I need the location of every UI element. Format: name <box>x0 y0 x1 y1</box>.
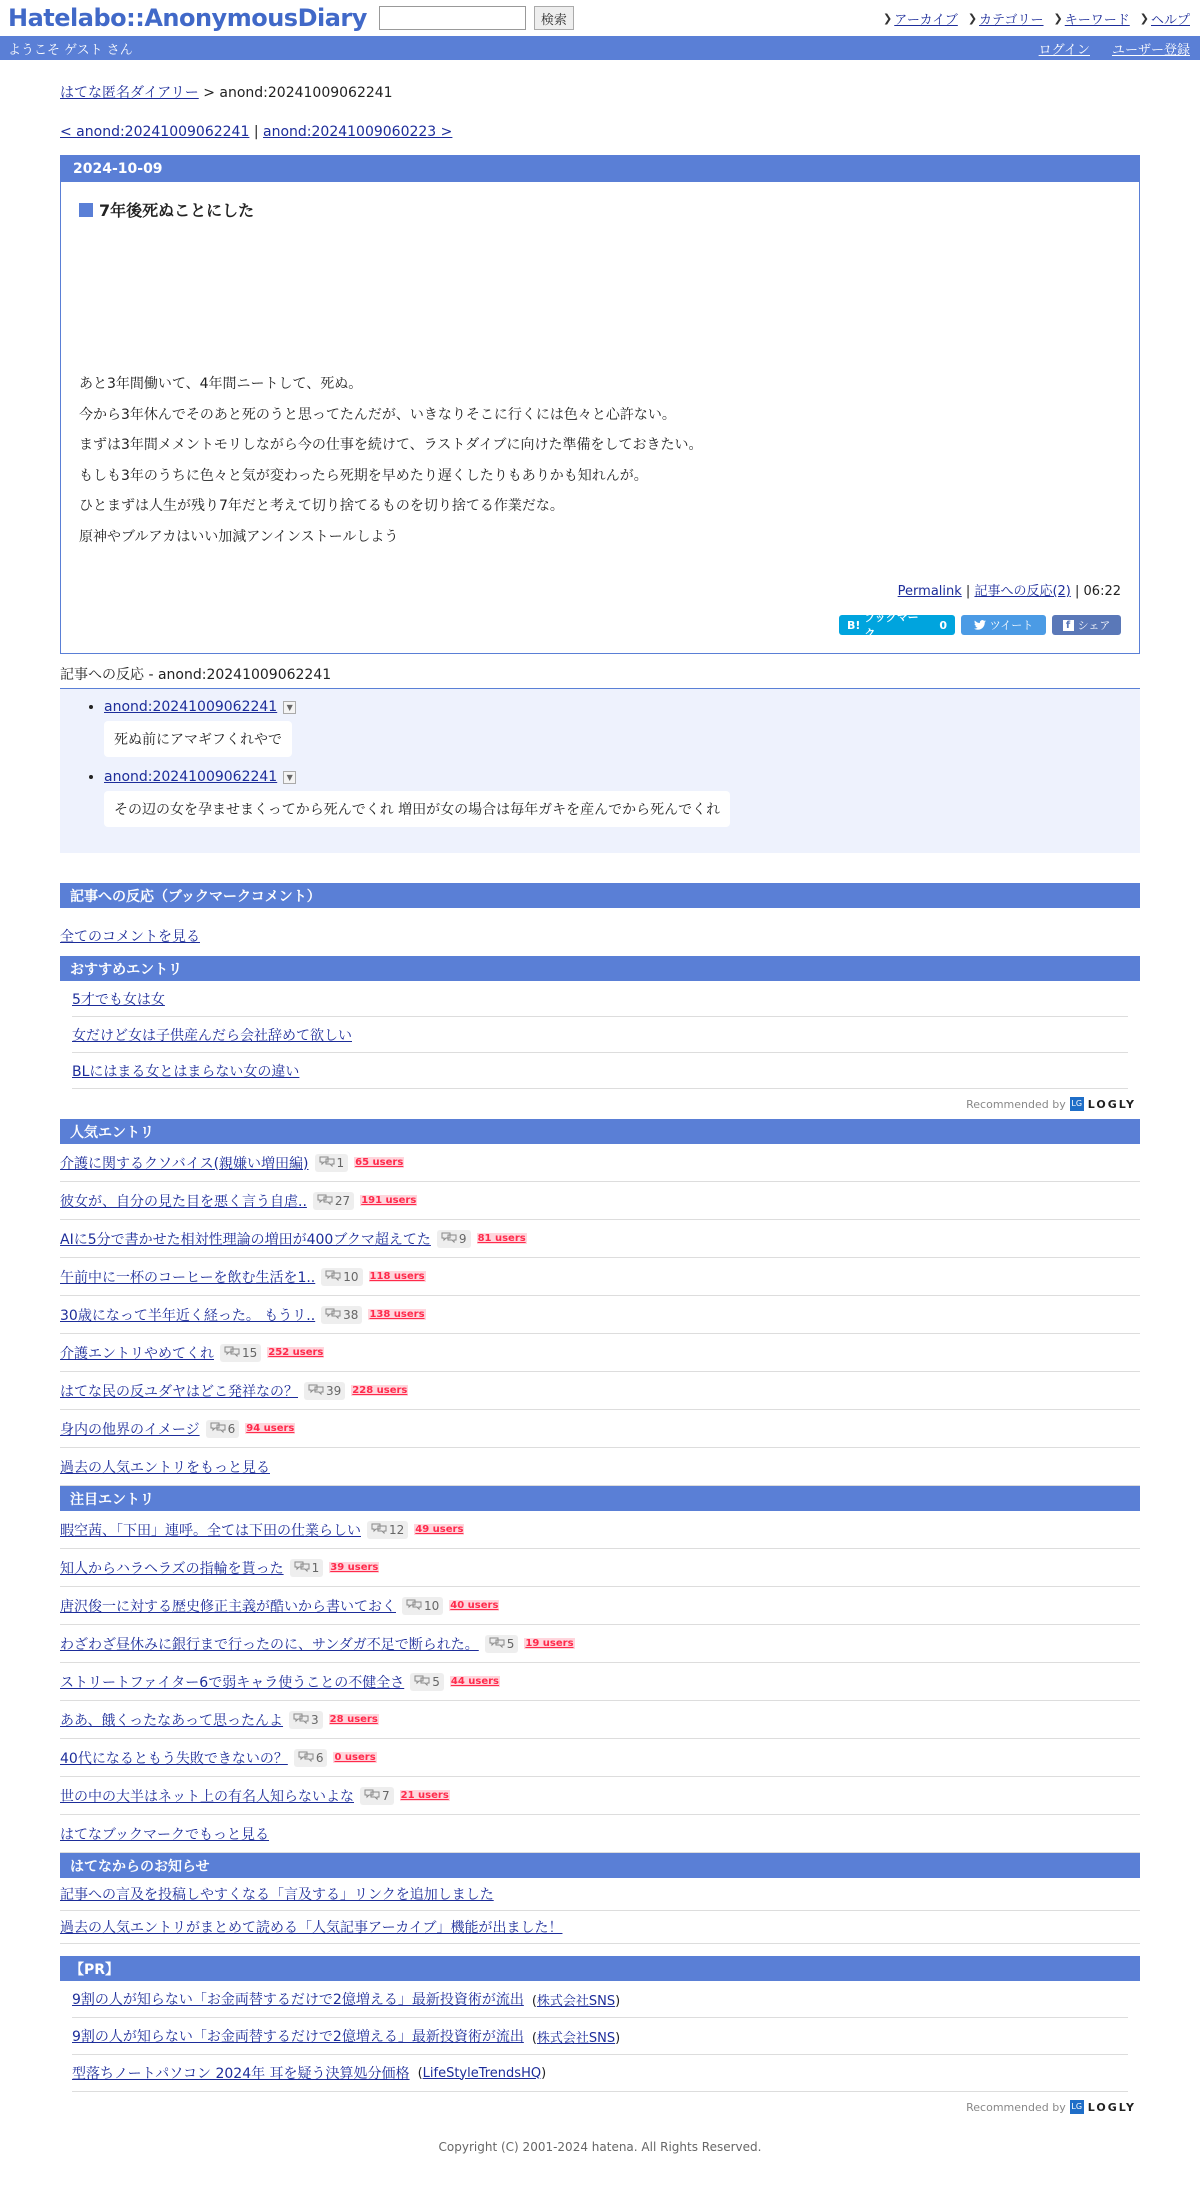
notice-link[interactable]: 記事への言及を投稿しやすくなる「言及する」リンクを追加しました <box>60 1887 494 1903</box>
comment-count[interactable] <box>437 1230 471 1248</box>
prev-next-separator: | <box>249 124 264 140</box>
list-item <box>60 1739 1140 1777</box>
main-content <box>60 82 1140 2154</box>
comment-count-value: 9 <box>458 1231 467 1246</box>
users-badge[interactable]: 65 users <box>355 1157 404 1168</box>
list-item <box>60 1511 1140 1549</box>
more-link[interactable]: 過去の人気エントリをもっと見る <box>60 1459 270 1476</box>
comment-count-value: 6 <box>227 1421 236 1436</box>
list-item <box>60 1334 1140 1372</box>
breadcrumb <box>60 82 1140 102</box>
top-bar <box>0 0 1200 36</box>
recommended-credit: Recommended by LG LOGLY <box>966 1097 1136 1111</box>
entry-link[interactable]: 介護エントリやめてくれ <box>60 1345 214 1362</box>
reaction-text: 死ぬ前にアマギフくれやで <box>104 721 292 757</box>
top-nav <box>883 9 1190 28</box>
comment-count-value: 7 <box>382 1788 390 1803</box>
logly-icon: LG <box>1070 2100 1084 2114</box>
tweet-button[interactable]: ツイート <box>961 615 1046 635</box>
pr-credit: Recommended by LG LOGLY <box>966 2100 1136 2114</box>
entry-link[interactable]: 知人からハラヘラズの指輪を貰った <box>60 1560 284 1577</box>
chevron-right-icon: ❯ <box>1053 12 1063 25</box>
comment-count[interactable] <box>315 1154 349 1172</box>
logly-logo[interactable]: LOGLY <box>1087 2100 1136 2114</box>
bookmark-count: 0 <box>939 618 947 632</box>
comment-count-value: 1 <box>336 1155 345 1170</box>
comment-count-value: 5 <box>432 1674 440 1689</box>
users-badge[interactable]: 40 users <box>450 1600 499 1611</box>
list-item: 型落ちノートパソコン 2024年 耳を疑う決算処分価格 (LifeStyleTrendsHQ) <box>72 2055 1128 2092</box>
login-link[interactable]: ログイン <box>1038 42 1090 58</box>
users-badge[interactable]: 118 users <box>369 1271 425 1282</box>
comment-count-value: 10 <box>343 1269 359 1284</box>
comment-count[interactable] <box>304 1382 345 1400</box>
list-item <box>60 1144 1140 1182</box>
list-item <box>60 1911 1140 1944</box>
users-badge[interactable]: 28 users <box>329 1714 378 1725</box>
reactions-link[interactable]: 記事への反応(2) <box>974 584 1071 599</box>
users-badge[interactable]: 138 users <box>369 1309 425 1320</box>
popular-list <box>60 1144 1140 1486</box>
comment-count[interactable] <box>321 1268 362 1286</box>
permalink[interactable]: Permalink <box>897 584 962 599</box>
list-item <box>60 1182 1140 1220</box>
reaction-link[interactable]: • anond:20241009062241 <box>104 699 278 715</box>
recommended-link[interactable]: 5才でも女は女 <box>72 991 165 1008</box>
users-badge[interactable]: 21 users <box>400 1790 449 1801</box>
comment-count[interactable] <box>290 1559 324 1577</box>
entry-link[interactable]: わざわざ昼休みに銀行まで行ったのに、サンダガ不足で断られた。 <box>60 1636 479 1653</box>
next-entry-link[interactable]: anond:20241009060223 > <box>263 124 453 140</box>
comment-bubble-icon <box>325 1308 341 1322</box>
entry-link[interactable]: 30歳になって半年近く経った。 もうリ.. <box>60 1307 316 1324</box>
list-item: 9割の人が知らない「お金両替するだけで2億増える」最新投資術が流出 (株式会社SNS) <box>72 2018 1128 2055</box>
comment-bubble-icon <box>371 1523 387 1537</box>
facebook-share-button[interactable]: f シェア <box>1052 615 1121 635</box>
comment-count-value: 12 <box>389 1522 405 1537</box>
comment-count[interactable] <box>321 1306 362 1324</box>
users-badge[interactable]: 94 users <box>246 1423 295 1434</box>
users-badge[interactable]: 0 users <box>334 1752 376 1763</box>
comment-bubble-icon <box>298 1751 314 1765</box>
comment-bubble-icon <box>317 1194 333 1208</box>
list-item <box>60 1777 1140 1815</box>
pr-link[interactable]: 9割の人が知らない「お金両替するだけで2億増える」最新投資術が流出 <box>72 1992 524 2008</box>
comment-bubble-icon <box>414 1675 430 1689</box>
entry-link[interactable]: AIに5分で書かせた相対性理論の増田が400ブクマ超えてた <box>60 1231 431 1248</box>
comment-bubble-icon <box>325 1270 341 1284</box>
entry-text <box>79 369 1121 552</box>
comment-count-value: 10 <box>424 1598 440 1613</box>
reactions-list <box>60 689 1140 853</box>
comment-count-value: 38 <box>343 1307 359 1322</box>
comment-bubble-icon <box>210 1422 226 1436</box>
entry-paragraph: ひとまずは人生が残り7年だと考えて切り捨てるものを切り捨てる作業だな。 <box>79 498 564 514</box>
breadcrumb-separator: > <box>198 85 220 101</box>
hatena-b-icon: B! <box>847 618 861 632</box>
list-item <box>72 1017 1128 1053</box>
comment-count[interactable] <box>360 1787 394 1805</box>
nav-help[interactable]: ❯ ヘルプ <box>1139 12 1190 28</box>
copyright: Copyright (C) 2001-2024 hatena. All Rights Reserved. <box>438 2140 762 2154</box>
pr-sponsor[interactable]: 株式会社SNS <box>536 2030 616 2046</box>
entry-paragraph: 原神やブルアカはいい加減アンインストールしよう <box>79 528 399 545</box>
users-badge[interactable]: 228 users <box>352 1385 408 1396</box>
breadcrumb-home[interactable]: はてな匿名ダイアリー <box>60 85 199 101</box>
facebook-icon: f <box>1063 620 1074 631</box>
comment-bubble-icon <box>308 1384 324 1398</box>
comment-count[interactable] <box>402 1597 443 1615</box>
entry-paragraph: まずは3年間メメントモリしながら今の仕事を続けて、ラストダイブに向けた準備をしておきたい。 <box>79 437 703 453</box>
entry-paragraph: あと3年間働いて、4年間ニートして、死ぬ。 <box>79 376 363 392</box>
search-input[interactable] <box>379 6 526 30</box>
comment-bubble-icon <box>294 1561 310 1575</box>
bookmark-comments-header: 記事への反応（ブックマークコメント） <box>60 883 1140 908</box>
pr-header: 【PR】 <box>60 1956 1140 1981</box>
list-item <box>60 1815 1140 1853</box>
reaction-text: その辺の女を孕ませまくってから死んでくれ 増田が女の場合は毎年ガキを産んでから死んでくれ <box>104 791 730 827</box>
entry-title <box>79 198 1121 221</box>
users-badge[interactable]: 81 users <box>477 1233 526 1244</box>
entry-footer: Permalink | 記事への反応(2) | 06:22 <box>897 584 1121 599</box>
comment-count[interactable] <box>485 1635 519 1653</box>
chevron-down-icon[interactable]: ▼ <box>283 701 296 714</box>
comment-count[interactable] <box>206 1420 240 1438</box>
comment-count-value: 39 <box>326 1383 342 1398</box>
list-item <box>60 1625 1140 1663</box>
comment-bubble-icon <box>406 1599 422 1613</box>
diary-entry <box>60 155 1140 654</box>
users-badge[interactable]: 191 users <box>361 1195 417 1206</box>
list-item <box>72 1053 1128 1089</box>
list-item <box>60 1372 1140 1410</box>
comment-count[interactable] <box>289 1711 323 1729</box>
pr-sponsor[interactable]: 株式会社SNS <box>536 1993 616 2009</box>
list-item <box>60 1220 1140 1258</box>
list-item <box>60 1448 1140 1486</box>
comment-count-value: 15 <box>242 1345 258 1360</box>
comment-count[interactable] <box>313 1192 354 1210</box>
notice-link[interactable]: 過去の人気エントリがまとめて読める「人気記事アーカイブ」機能が出ました！ <box>60 1920 563 1936</box>
comment-count-value: 27 <box>334 1193 351 1208</box>
register-link[interactable]: ユーザー登録 <box>1111 42 1190 58</box>
hatena-bookmark-button[interactable]: B! ブックマーク 0 <box>839 615 955 635</box>
share-buttons <box>79 611 1121 640</box>
recommended-link[interactable]: BLにはまる女とはまらない女の違い <box>72 1063 300 1080</box>
pr-sponsor[interactable]: LifeStyleTrendsHQ <box>422 2065 542 2081</box>
comment-count-value: 6 <box>315 1750 324 1765</box>
users-badge[interactable]: 39 users <box>330 1562 379 1573</box>
nav-keyword[interactable]: ❯ キーワード <box>1053 12 1130 28</box>
logly-logo[interactable]: LOGLY <box>1087 1097 1136 1111</box>
comment-bubble-icon <box>293 1713 309 1727</box>
prev-entry-link[interactable]: < anond:20241009062241 <box>60 124 250 140</box>
prev-next-nav <box>60 124 1140 140</box>
entry-link[interactable]: 唐沢俊一に対する歴史修正主義が酷いから書いておく <box>60 1598 396 1615</box>
list-item <box>60 1296 1140 1334</box>
list-item <box>60 1701 1140 1739</box>
entry-link[interactable]: 40代になるともう失敗できないの？ <box>60 1750 288 1767</box>
reaction-item <box>104 699 1140 757</box>
list-item: 9割の人が知らない「お金両替するだけで2億増える」最新投資術が流出 (株式会社SNS) <box>72 1981 1128 2018</box>
logly-icon: LG <box>1070 1097 1084 1111</box>
all-comments-link[interactable]: 全てのコメントを見る <box>60 929 200 945</box>
more-link[interactable]: はてなブックマークでもっと見る <box>60 1826 270 1843</box>
entry-paragraph: 今から3年休んでそのあと死のうと思ってたんだが、いきなりそこに行くには色々と心許ない。 <box>79 406 676 423</box>
welcome-text: ようこそ ゲスト さん <box>8 42 133 58</box>
breadcrumb-current: anond:20241009062241 <box>219 85 393 101</box>
chevron-down-icon[interactable]: ▼ <box>283 771 296 784</box>
entry-link[interactable]: ストリートファイター6で弱キャラ使うことの不健全さ <box>60 1674 405 1691</box>
entry-link[interactable]: 介護に関するクソバイス(親嫌い増田編) <box>60 1155 309 1172</box>
pr-link[interactable]: 9割の人が知らない「お金両替するだけで2億増える」最新投資術が流出 <box>72 2029 524 2045</box>
comment-bubble-icon <box>489 1637 505 1651</box>
reaction-item <box>104 769 1140 827</box>
list-item <box>60 1587 1140 1625</box>
entry-link[interactable]: 午前中に一杯のコーヒーを飲む生活を1.. <box>60 1269 316 1286</box>
entry-link[interactable]: 彼女が、自分の見た目を悪く言う自虐.. <box>60 1193 307 1210</box>
comment-bubble-icon <box>319 1156 335 1170</box>
entry-link[interactable]: ああ、餓くったなあって思ったんよ <box>60 1712 284 1729</box>
search-button[interactable]: 検索 <box>534 6 574 30</box>
notices-header: はてなからのお知らせ <box>60 1853 1140 1878</box>
comment-count[interactable] <box>410 1673 444 1691</box>
entry-date: 2024-10-09 <box>61 156 1139 182</box>
twitter-bird-icon <box>974 620 986 630</box>
attention-header: 注目エントリ <box>60 1486 1140 1511</box>
recommended-header: おすすめエントリ <box>60 956 1140 981</box>
users-badge[interactable]: 44 users <box>450 1676 499 1687</box>
reactions-title: 記事への反応 - anond:20241009062241 <box>60 664 1140 689</box>
entry-time: 06:22 <box>1083 584 1121 599</box>
square-icon <box>79 203 93 217</box>
comment-count[interactable] <box>294 1749 328 1767</box>
pr-link[interactable]: 型落ちノートパソコン 2024年 耳を疑う決算処分価格 <box>72 2066 410 2082</box>
comment-count-value: 5 <box>506 1636 515 1651</box>
users-badge[interactable]: 252 users <box>268 1347 324 1358</box>
comment-count[interactable] <box>367 1521 408 1539</box>
comment-count-value: 1 <box>311 1560 320 1575</box>
users-badge[interactable]: 49 users <box>415 1524 464 1535</box>
entry-paragraph: もしも3年のうちに色々と気が変わったら死期を早めたり遅くしたりもありかも知れんが。 <box>79 467 648 484</box>
entry-link[interactable]: 暇空茜、「下田」連呼。全ては下田の仕業らしい <box>60 1522 361 1539</box>
chevron-right-icon: ❯ <box>883 12 893 25</box>
list-item <box>60 1878 1140 1911</box>
comment-bubble-icon <box>224 1346 240 1360</box>
entry-link[interactable]: はてな民の反ユダヤはどこ発祥なの？ <box>60 1383 298 1400</box>
entry-link[interactable]: 身内の他界のイメージ <box>60 1421 200 1438</box>
reaction-link[interactable]: • anond:20241009062241 <box>104 769 278 785</box>
nav-category[interactable]: ❯ カテゴリー <box>967 12 1044 28</box>
users-badge[interactable]: 19 users <box>525 1638 574 1649</box>
comment-bubble-icon <box>441 1232 457 1246</box>
entry-link[interactable]: 世の中の大半はネット上の有名人知らないよな <box>60 1788 354 1805</box>
comment-count[interactable] <box>220 1344 261 1362</box>
list-item <box>60 1549 1140 1587</box>
list-item <box>60 1663 1140 1701</box>
entry-title-text[interactable]: 7年後死ぬことにした <box>99 201 255 220</box>
site-logo[interactable]: Hatelabo::AnonymousDiary <box>8 4 367 32</box>
chevron-right-icon: ❯ <box>1139 12 1149 25</box>
list-item <box>60 1258 1140 1296</box>
comment-bubble-icon <box>364 1789 380 1803</box>
recommended-link[interactable]: 女だけど女は子供産んだら会社辞めて欲しい <box>72 1027 352 1044</box>
popular-header: 人気エントリ <box>60 1119 1140 1144</box>
list-item <box>72 981 1128 1017</box>
welcome-bar <box>0 36 1200 60</box>
nav-archive[interactable]: ❯ アーカイブ <box>883 12 958 28</box>
chevron-right-icon: ❯ <box>967 12 978 25</box>
comment-count-value: 3 <box>311 1712 319 1727</box>
attention-list <box>60 1511 1140 1853</box>
list-item <box>60 1410 1140 1448</box>
